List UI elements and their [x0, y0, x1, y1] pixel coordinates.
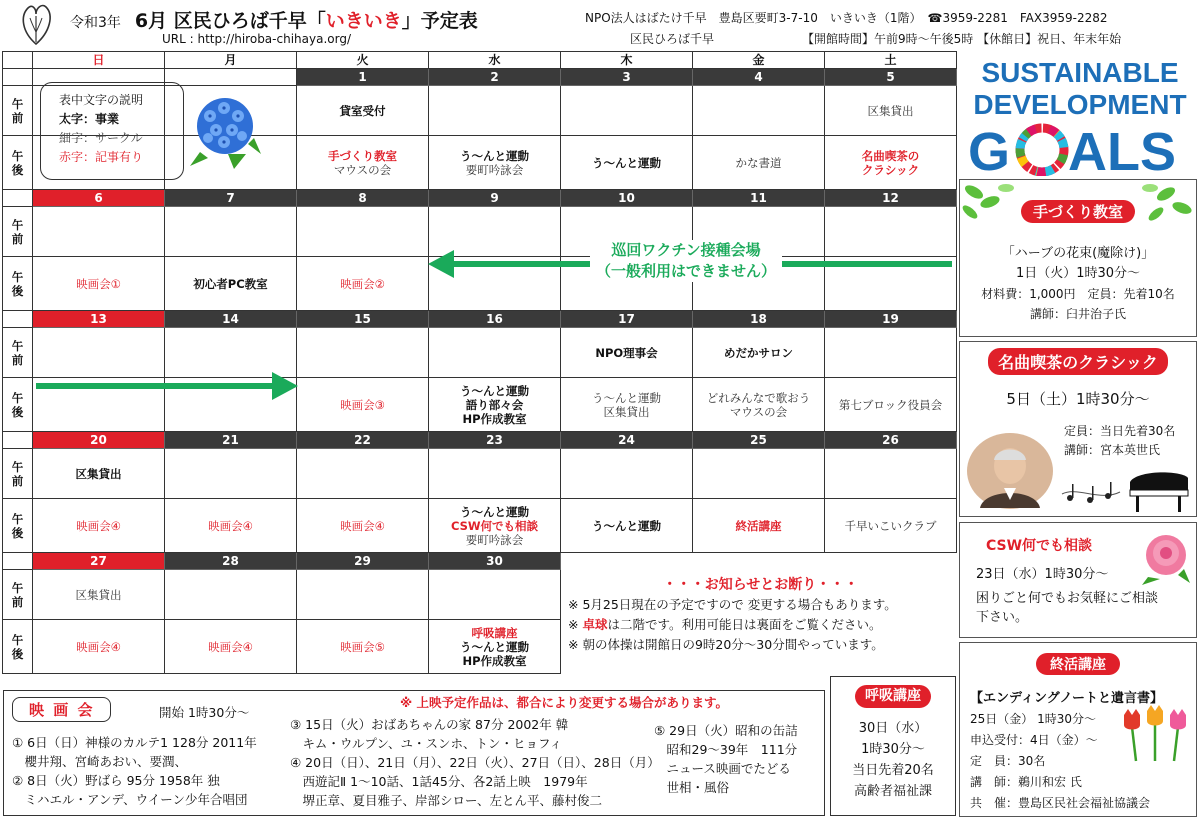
org-name: 区民ひろば千早 — [630, 32, 715, 46]
date-24: 24 — [561, 432, 693, 449]
movie-3b: キム・ウルプン、ユ・スンホ、トン・ヒョフィ — [290, 736, 563, 751]
event-cell — [165, 257, 297, 311]
event-cell — [693, 86, 825, 136]
shukatsu-line-5: 共 催：豊島区民社会福祉協議会 — [970, 796, 1151, 810]
shukatsu-line-4: 講 師：鵜川和宏 氏 — [970, 775, 1082, 789]
event-cell — [429, 620, 561, 674]
event-line: 千早いこいクラブ — [844, 518, 937, 533]
event-cell — [165, 620, 297, 674]
movie-start: 開始 1時30分〜 — [159, 705, 250, 720]
vaccine-arrowhead-left — [428, 250, 454, 278]
date-6: 6 — [33, 190, 165, 207]
movie-2b: ミハエル・アンデ、ウイーン少年合唱団 — [12, 792, 248, 807]
shukatsu-title: 終活講座 — [1036, 653, 1120, 675]
event-cell — [825, 378, 957, 432]
event-cell — [825, 328, 957, 378]
event-line: CSW何でも相談 — [450, 518, 539, 533]
event-cell — [297, 328, 429, 378]
movie-5d: 世相・風俗 — [654, 780, 730, 795]
tedukuri-fee: 材料費：1,000円 定員：先着10名 — [981, 287, 1175, 301]
shukatsu-sub: 【エンディングノートと遺言書】 — [970, 691, 1164, 706]
date-19: 19 — [825, 311, 957, 328]
date-2: 2 — [429, 69, 561, 86]
event-cell — [33, 570, 165, 620]
event-line: めだかサロン — [724, 345, 793, 360]
event-cell — [165, 328, 297, 378]
weekday-header-row — [3, 52, 957, 69]
shukatsu-line-2: 申込受付：4日（金）〜 — [970, 733, 1098, 747]
week-1-dates — [3, 190, 957, 207]
pm-label: 午 後 — [3, 136, 33, 190]
tedukuri-teacher: 講師：臼井治子氏 — [1029, 307, 1126, 321]
date-15: 15 — [297, 311, 429, 328]
week-2-dates — [3, 311, 957, 328]
am-label: 午 前 — [3, 328, 33, 378]
opening-hours: 【開館時間】午前9時〜午後5時 【休館日】祝日、年末年始 — [802, 32, 1122, 46]
event-line: 映画会④ — [76, 639, 121, 654]
event-line: う〜んと運動 — [460, 148, 529, 163]
event-line: かな書道 — [735, 155, 782, 170]
shukatsu-box — [959, 642, 1197, 817]
date-blank — [165, 69, 297, 86]
sdg-logo — [962, 52, 1198, 176]
notice-item-3: ※ 朝の体操は開館日の9時20分〜30分間やっています。 — [568, 637, 884, 652]
date-4: 4 — [693, 69, 825, 86]
date-7: 7 — [165, 190, 297, 207]
event-cell — [165, 207, 297, 257]
meikyoku-title: 名曲喫茶のクラシック — [988, 348, 1168, 375]
movie-1a: ① 6日（日）神様のカルテ1 128分 2011年 — [12, 735, 257, 750]
weekday-1: 月 — [165, 52, 297, 69]
date-29: 29 — [297, 553, 429, 570]
event-line: 貸室受付 — [339, 103, 386, 118]
page-title: 令和3年 6月 区民ひろば千早「いきいき」予定表 — [70, 10, 478, 32]
date-12: 12 — [825, 190, 957, 207]
date-30: 30 — [429, 553, 561, 570]
legend-title: 表中文字の説明 — [59, 93, 144, 107]
event-cell — [429, 136, 561, 190]
date-16: 16 — [429, 311, 561, 328]
tedukuri-when: 1日（火）1時30分〜 — [1015, 266, 1141, 281]
event-cell — [429, 499, 561, 553]
shukatsu-line-3: 定 員：30名 — [970, 754, 1046, 768]
event-cell — [693, 449, 825, 499]
tedukuri-subject: 「ハーブの花束(魔除け)」 — [1001, 246, 1155, 261]
event-cell — [297, 257, 429, 311]
event-line: 区集貸出 — [867, 103, 914, 118]
legend-bold: 太字：事業 — [59, 112, 120, 126]
event-cell — [33, 620, 165, 674]
event-line: 第七ブロック役員会 — [838, 397, 943, 412]
event-line: どれみんなで歌おう — [706, 390, 811, 405]
date-14: 14 — [165, 311, 297, 328]
event-cell — [429, 328, 561, 378]
event-cell — [33, 207, 165, 257]
event-line: NPO理事会 — [595, 345, 658, 360]
date-20: 20 — [33, 432, 165, 449]
event-cell — [33, 449, 165, 499]
tulip-icon — [1118, 705, 1192, 763]
event-cell — [297, 620, 429, 674]
date-9: 9 — [429, 190, 561, 207]
meikyoku-when: 5日（土）1時30分〜 — [1006, 390, 1150, 408]
pm-label: 午 後 — [3, 378, 33, 432]
event-cell — [825, 86, 957, 136]
notice-item-1: ※ 5月25日現在の予定ですので 変更する場合もあります。 — [568, 597, 897, 612]
event-cell — [297, 378, 429, 432]
movie-4c: 堺正章、夏目雅子、岸部シロー、左とん平、藤村俊二 — [290, 793, 603, 808]
weekday-4: 木 — [561, 52, 693, 69]
sdg-wheel-icon — [1011, 119, 1073, 176]
meikyoku-cap: 定員：当日先着30名 — [1064, 424, 1176, 438]
tedukuri-title: 手づくり教室 — [1021, 200, 1135, 223]
event-cell — [297, 207, 429, 257]
svg-text:DEVELOPMENT: DEVELOPMENT — [973, 89, 1187, 120]
vaccine-arrow-right-tail — [800, 261, 952, 267]
csw-box — [959, 522, 1197, 638]
vaccine-notice: 巡回ワクチン接種会場 （一般利用はできません） — [590, 240, 782, 282]
event-cell — [825, 136, 957, 190]
event-line: 映画会④ — [340, 518, 385, 533]
movie-1b: 櫻井翔、宮崎あおい、要潤、 — [12, 754, 188, 769]
date-26: 26 — [825, 432, 957, 449]
vaccine-arrowhead-right — [272, 372, 298, 400]
event-cell — [165, 499, 297, 553]
notice-title: ・・・お知らせとお断り・・・ — [662, 577, 859, 593]
event-line: HP作成教室 — [462, 411, 527, 426]
event-cell — [693, 499, 825, 553]
date-8: 8 — [297, 190, 429, 207]
date-23: 23 — [429, 432, 561, 449]
event-cell — [429, 207, 561, 257]
date-11: 11 — [693, 190, 825, 207]
event-cell — [825, 449, 957, 499]
hydrangea-icon — [188, 92, 262, 170]
date-21: 21 — [165, 432, 297, 449]
event-line: 手づくり教室 — [328, 148, 397, 163]
event-cell — [429, 570, 561, 620]
event-cell — [561, 378, 693, 432]
movie-title: 映 画 会 — [12, 697, 111, 722]
event-line: 映画会② — [340, 276, 385, 291]
week-4-dates — [3, 553, 957, 570]
date-corner — [3, 69, 33, 86]
week-3-am — [3, 449, 957, 499]
event-cell — [429, 86, 561, 136]
event-line: 呼吸講座 — [471, 625, 518, 640]
week-2-am — [3, 328, 957, 378]
csw-when: 23日（水）1時30分〜 — [976, 567, 1109, 582]
event-cell — [165, 570, 297, 620]
peony-flower-icon — [1138, 527, 1194, 585]
site-url[interactable]: URL : http://hiroba-chihaya.org/ — [162, 32, 351, 46]
event-cell — [561, 328, 693, 378]
event-line: クラシック — [861, 162, 920, 177]
date-1: 1 — [297, 69, 429, 86]
date-10: 10 — [561, 190, 693, 207]
date-13: 13 — [33, 311, 165, 328]
movie-note: ※ 上映予定作品は、都合により変更する場合があります。 — [400, 695, 729, 710]
event-line: マウスの会 — [333, 162, 392, 177]
event-line: 要町吟詠会 — [465, 162, 524, 177]
event-cell — [33, 499, 165, 553]
event-line: う〜んと運動 — [592, 390, 661, 405]
teacher-photo-icon — [966, 432, 1054, 510]
event-cell — [825, 207, 957, 257]
event-line: マウスの会 — [729, 404, 788, 419]
date-3: 3 — [561, 69, 693, 86]
movie-4b: 西遊記Ⅱ 1〜10話、1話45分、各2話上映 1979年 — [290, 774, 588, 789]
date-corner — [3, 553, 33, 570]
event-line: 映画会④ — [208, 639, 253, 654]
movie-5a: ⑤ 29日（火）昭和の缶詰 — [654, 723, 798, 738]
weekday-0: 日 — [33, 52, 165, 69]
event-line: 映画会① — [76, 276, 121, 291]
csw-desc-1: 困りごと何でもお気軽にご相談 — [976, 591, 1159, 606]
event-line: 映画会④ — [208, 518, 253, 533]
date-25: 25 — [693, 432, 825, 449]
am-label: 午 前 — [3, 207, 33, 257]
corner-cell — [3, 52, 33, 69]
meikyoku-teacher: 講師：宮本英世氏 — [1064, 443, 1161, 457]
event-cell — [297, 449, 429, 499]
event-line: 名曲喫茶の — [861, 148, 920, 163]
am-label: 午 前 — [3, 570, 33, 620]
week-3-pm — [3, 499, 957, 553]
kokyu-title: 呼吸講座 — [855, 685, 931, 708]
weekday-3: 水 — [429, 52, 561, 69]
kokyu-box — [830, 676, 956, 816]
date-28: 28 — [165, 553, 297, 570]
event-cell — [429, 449, 561, 499]
event-line: 区集貸出 — [75, 466, 122, 481]
movie-5b: 昭和29〜39年 111分 — [654, 742, 798, 757]
event-line: う〜んと運動 — [460, 504, 529, 519]
event-line: HP作成教室 — [462, 653, 527, 668]
svg-text:ALS: ALS — [1068, 122, 1176, 176]
event-cell — [165, 449, 297, 499]
pm-label: 午 後 — [3, 499, 33, 553]
event-line: 要町吟詠会 — [465, 532, 524, 547]
date-27: 27 — [33, 553, 165, 570]
event-line: 終活講座 — [735, 518, 782, 533]
event-cell — [693, 136, 825, 190]
event-line: う〜んと運動 — [592, 518, 661, 533]
event-line: 区集貸出 — [75, 587, 122, 602]
event-cell — [561, 499, 693, 553]
notice-box — [568, 575, 953, 655]
am-label: 午 前 — [3, 86, 33, 136]
meikyoku-box — [959, 341, 1197, 517]
movie-3a: ③ 15日（火）おばあちゃんの家 87分 2002年 韓 — [290, 717, 569, 732]
event-line: う〜んと運動 — [460, 383, 529, 398]
date-18: 18 — [693, 311, 825, 328]
piano-icon — [1126, 468, 1192, 512]
event-line: 初心者PC教室 — [193, 276, 268, 291]
movie-5c: ニュース映画でたどる — [654, 761, 791, 776]
event-cell — [429, 378, 561, 432]
date-corner — [3, 432, 33, 449]
pm-label: 午 後 — [3, 257, 33, 311]
kokyu-line-2: 1時30分〜 — [861, 742, 925, 757]
tedukuri-box — [959, 179, 1197, 337]
event-cell — [561, 136, 693, 190]
org-address: NPO法人はばたけ千早 豊島区要町3-7-10 いきいき（1階） ☎3959-2281 FAX3959-2282 — [585, 11, 1108, 25]
week-3-dates — [3, 432, 957, 449]
date-22: 22 — [297, 432, 429, 449]
vaccine-arrow-right — [36, 383, 276, 389]
am-label: 午 前 — [3, 449, 33, 499]
event-line: 語り部々会 — [465, 397, 524, 412]
event-line: 映画会④ — [76, 518, 121, 533]
event-cell — [693, 378, 825, 432]
csw-title: CSW何でも相談 — [986, 538, 1093, 554]
movie-2a: ② 8日（火）野ばら 95分 1958年 独 — [12, 773, 220, 788]
weekday-2: 火 — [297, 52, 429, 69]
event-line: う〜んと運動 — [592, 155, 661, 170]
shukatsu-line-1: 25日（金） 1時30分〜 — [970, 712, 1096, 726]
date-5: 5 — [825, 69, 957, 86]
svg-text:SUSTAINABLE: SUSTAINABLE — [981, 57, 1179, 88]
event-line: 映画会③ — [340, 397, 385, 412]
week-1-am — [3, 207, 957, 257]
legend-red: 赤字：記事有り — [59, 150, 144, 164]
event-cell — [825, 499, 957, 553]
event-cell — [561, 449, 693, 499]
date-corner — [3, 311, 33, 328]
movie-box — [3, 690, 825, 816]
event-cell — [297, 570, 429, 620]
hiroba-logo-icon — [16, 2, 56, 46]
kokyu-line-4: 高齢者福祉課 — [853, 784, 932, 799]
kokyu-line-3: 当日先着20名 — [852, 763, 934, 778]
event-cell — [693, 328, 825, 378]
event-line: う〜んと運動 — [460, 639, 529, 654]
weekday-6: 土 — [825, 52, 957, 69]
event-cell — [297, 499, 429, 553]
music-notes-icon — [1060, 474, 1122, 508]
event-line: 映画会⑤ — [340, 639, 385, 654]
legend-thin: 細字：サークル — [59, 131, 143, 145]
event-cell — [33, 328, 165, 378]
event-line: 区集貸出 — [603, 404, 650, 419]
event-cell — [297, 86, 429, 136]
movie-4a: ④ 20日（日）、21日（月）、22日（火）、27日（日）、28日（月） — [290, 755, 660, 770]
csw-desc-2: 下さい。 — [976, 610, 1029, 625]
legend-box — [40, 82, 184, 180]
event-cell — [33, 257, 165, 311]
pm-label: 午 後 — [3, 620, 33, 674]
weekday-5: 金 — [693, 52, 825, 69]
svg-text:G: G — [968, 122, 1011, 176]
event-cell — [297, 136, 429, 190]
kokyu-line-1: 30日（水） — [858, 721, 928, 736]
event-cell — [561, 86, 693, 136]
notice-item-2: ※ 卓球は二階です。利用可能日は裏面をご覧ください。 — [568, 617, 882, 632]
date-17: 17 — [561, 311, 693, 328]
date-corner — [3, 190, 33, 207]
header — [0, 0, 1200, 50]
